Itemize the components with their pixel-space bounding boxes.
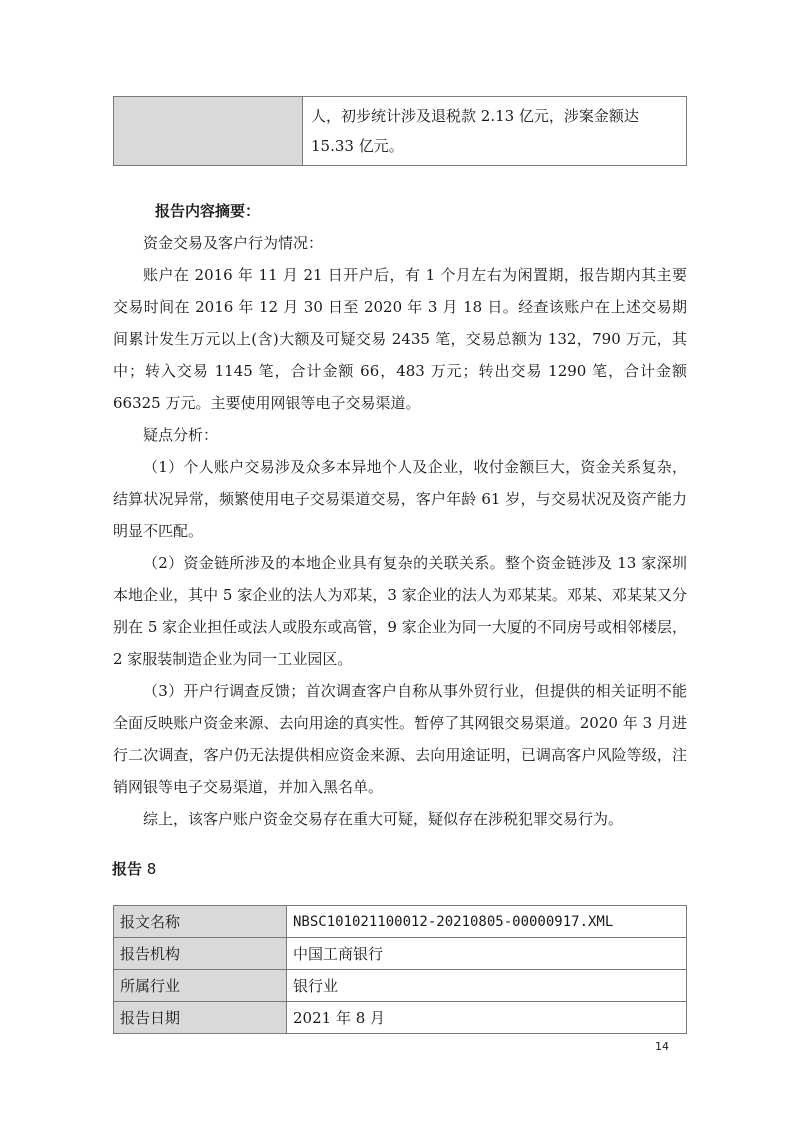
table-row bbox=[114, 938, 687, 970]
report-meta-table bbox=[113, 905, 687, 1034]
summary-body bbox=[113, 227, 687, 835]
table-row bbox=[114, 1002, 687, 1034]
table-row bbox=[114, 906, 687, 938]
meta-label: 报告机构 bbox=[114, 938, 287, 970]
meta-value: NBSC101021100012-20210805-00000917.XML bbox=[287, 906, 687, 938]
paragraph-fund-transactions-title: 资金交易及客户行为情况： bbox=[143, 234, 324, 252]
meta-label: 报告日期 bbox=[114, 1002, 287, 1034]
table-value-cell: 人，初步统计涉及退税款 2.13 亿元，涉案金额达 15.33 亿元。 bbox=[303, 97, 687, 166]
paragraph-suspicion-1: （1）个人账户交易涉及众多本异地个人及企业，收付金额巨大，资金关系复杂，结算状况异常，频繁使用电子交易渠道交易，客户年龄 61 岁，与交易状况及资产能力明显不匹配。 bbox=[113, 458, 687, 540]
paragraph-suspicion-3: （3）开户行调查反馈；首次调查客户自称从事外贸行业，但提供的相关证明不能全面反映账户资金来源、去向用途的真实性。暂停了其网银交易渠道。2020 年 3 月进行二次调查，客户仍无法提供相应资金来源、去向用途证明，已调高客户风险等级，注销网银等电子交易渠道，并加入黑名单。 bbox=[113, 682, 687, 796]
meta-label: 报文名称 bbox=[114, 906, 287, 938]
meta-value: 银行业 bbox=[287, 970, 687, 1002]
table-row bbox=[114, 970, 687, 1002]
report-number: 8 bbox=[146, 860, 157, 878]
previous-report-table bbox=[113, 96, 687, 166]
report-label: 报告 bbox=[112, 860, 143, 878]
paragraph-account-activity: 账户在 2016 年 11 月 21 日开户后，有 1 个月左右为闲置期，报告期内其主要交易时间在 2016 年 12 月 30 日至 2020 年 3 月 18 日。经查该账户在上述交易期间累计发生万元以上(含)大额及可疑交易 2435 笔，交易总额为 132，790 万元，其中；转入交易 1145 笔，合计金额 66，483 万元；转出交易 1290 笔，合计金额 66325 万元。主要使用网银等电子交易渠道。 bbox=[113, 266, 687, 412]
paragraph-conclusion: 综上，该客户账户资金交易存在重大可疑，疑似存在涉税犯罪交易行为。 bbox=[143, 810, 624, 828]
meta-value: 中国工商银行 bbox=[287, 938, 687, 970]
meta-label: 所属行业 bbox=[114, 970, 287, 1002]
summary-heading: 报告内容摘要： bbox=[155, 202, 261, 220]
paragraph-suspicion-2: （2）资金链所涉及的本地企业具有复杂的关联关系。整个资金链涉及 13 家深圳本地企业，其中 5 家企业的法人为邓某，3 家企业的法人为邓某某。邓某、邓某某又分别在 5 家企业担任或法人或股东或高管，9 家企业为同一大厦的不同房号或相邻楼层，2 家服装制造企业为同一工业园区。 bbox=[113, 554, 687, 668]
page-number: 14 bbox=[655, 1040, 669, 1053]
table-label-cell bbox=[114, 97, 303, 166]
paragraph-suspicion-title: 疑点分析： bbox=[143, 426, 219, 444]
meta-value: 2021 年 8 月 bbox=[287, 1002, 687, 1034]
report-heading bbox=[112, 858, 156, 879]
table-row bbox=[114, 97, 687, 166]
